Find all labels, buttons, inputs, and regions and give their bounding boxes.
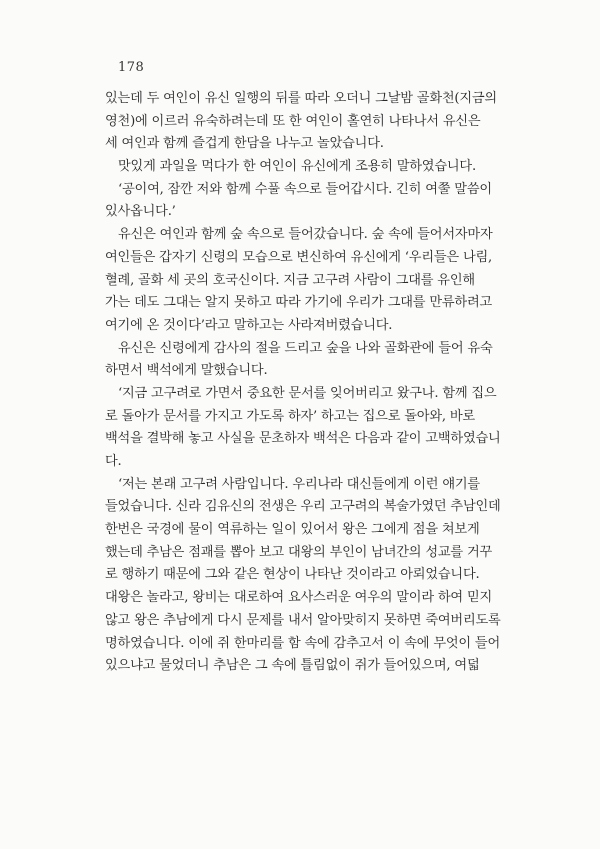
text-line: 여인들은 갑자기 신령의 모습으로 변신하여 유신에게 ‘우리들은 나림, [105,249,493,265]
text-line: 세 여인과 함께 즐겁게 한담을 나누고 놀았습니다. [105,136,384,152]
text-line: ‘공이여, 잠깐 저와 함께 수풀 속으로 들어갑시다. 긴히 여쭐 말씀이 [118,181,492,197]
text-line: 했는데 추남은 점괘를 뽑아 보고 대왕의 부인이 남녀간의 성교를 거꾸 [105,544,493,560]
text-line: 대왕은 놀라고, 왕비는 대로하여 요사스러운 여우의 말이라 하여 믿지 [105,590,493,606]
text-line: 백석을 결박해 놓고 사실을 문초하자 백석은 다음과 같이 고백하였습니 [105,431,501,447]
text-line: 유신은 신령에게 감사의 절을 드리고 숲을 나와 골화관에 들어 유숙 [118,340,493,356]
text-line: 영천)에 이르러 유숙하려는데 또 한 여인이 홀연히 나타나서 유신은 [105,113,481,129]
text-line: 로 돌아가 문서를 가지고 가도록 하자’ 하고는 집으로 돌아와, 바로 [105,408,475,424]
text-line: 로 행하기 때문에 그와 같은 현상이 나타난 것이라고 아뢰었습니다. [105,567,480,583]
text-line: 있으냐고 물었더니 추남은 그 속에 틀림없이 쥐가 들어있으며, 여덟 [105,658,480,674]
text-line: 가는 데도 그대는 알지 못하고 따라 가기에 우리가 그대를 만류하려고 [105,295,493,311]
text-line: 여기에 온 것이다’라고 말하고는 사라져버렸습니다. [105,317,393,333]
text-line: 혈례, 골화 세 곳의 호국신이다. 지금 고구려 사람이 그대를 유인해 [105,272,475,288]
text-line: 있사옵니다.’ [105,204,176,220]
page-number: 178 [118,60,145,75]
text-line: 맛있게 과일을 먹다가 한 여인이 유신에게 조용히 말하였습니다. [118,159,476,175]
text-line: ‘저는 본래 고구려 사람입니다. 우리나라 대신들에게 이런 얘기를 [118,476,480,492]
text-line: 하면서 백석에게 말했습니다. [105,363,268,379]
body-text [105,88,525,678]
text-line: ‘지금 고구려로 가면서 중요한 문서를 잊어버리고 왔구나. 함께 집으 [118,385,497,401]
text-line: 명하였습니다. 이에 쥐 한마리를 함 속에 감추고서 이 속에 무엇이 들어 [105,635,501,651]
text-line: 다. [105,454,122,469]
text-line: 한번은 국경에 물이 역류하는 일이 있어서 왕은 그에게 점을 쳐보게 [105,522,480,538]
text-line: 들었습니다. 신라 김유신의 전생은 우리 고구려의 복술가였던 추남인데 [105,499,501,515]
text-line: 않고 왕은 추남에게 다시 문제를 내서 알아맞히지 못하면 죽여버리도록 [105,612,501,628]
text-line: 있는데 두 여인이 유신 일행의 뒤를 따라 오더니 그날밤 골화천(지금의 [105,91,497,106]
text-line: 유신은 여인과 함께 숲 속으로 들어갔습니다. 숲 속에 들어서자마자 [118,227,493,243]
